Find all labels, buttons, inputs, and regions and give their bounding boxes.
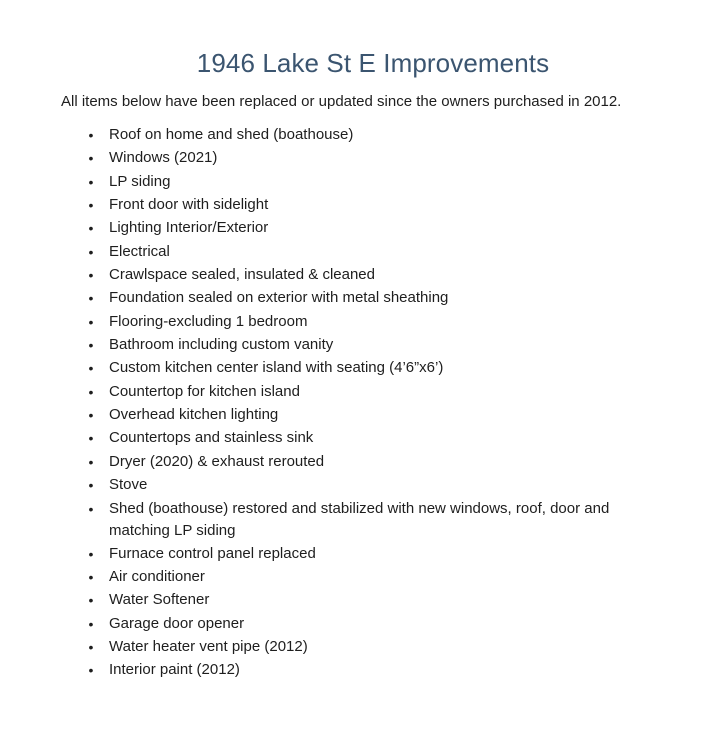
list-item — [0, 287, 649, 309]
bullet-icon: • — [88, 407, 94, 424]
list-item-text: Foundation sealed on exterior with metal sheathing — [109, 289, 449, 307]
list-item — [0, 659, 649, 681]
bullet-icon: • — [88, 127, 94, 143]
list-item-text: Furnace control panel replaced — [109, 544, 316, 562]
bullet-icon: • — [88, 453, 94, 470]
list-item — [0, 241, 649, 263]
bullet-icon: • — [88, 477, 94, 494]
list-item-text: Bathroom including custom vanity — [109, 336, 334, 354]
bullet-icon: • — [88, 615, 94, 632]
bullet-icon: • — [88, 243, 94, 260]
list-item-text: LP siding — [109, 172, 171, 190]
bullet-icon: • — [88, 290, 94, 307]
bullet-icon: • — [88, 568, 94, 585]
list-item — [0, 589, 649, 611]
list-item — [0, 334, 649, 356]
bullet-icon: • — [88, 150, 94, 167]
list-item — [0, 636, 649, 658]
list-item — [0, 264, 649, 286]
list-item — [0, 498, 649, 542]
bullet-icon: • — [88, 383, 94, 400]
bullet-icon: • — [88, 313, 94, 330]
bullet-icon: • — [88, 430, 94, 447]
list-item-text: Dryer (2020) & exhaust rerouted — [109, 452, 325, 470]
list-item-text: Flooring-excluding 1 bedroom — [109, 312, 308, 330]
bullet-icon: • — [88, 197, 94, 214]
list-item — [0, 124, 649, 146]
list-item — [0, 427, 649, 449]
bullet-icon: • — [88, 360, 94, 377]
list-item-text: Crawlspace sealed, insulated & cleaned — [109, 266, 375, 284]
list-item-text: Windows (2021) — [109, 149, 218, 167]
list-item — [0, 613, 649, 635]
list-item-text: Countertops and stainless sink — [109, 429, 314, 447]
list-item-text: Water Softener — [109, 591, 210, 609]
list-item-text: Overhead kitchen lighting — [109, 406, 279, 424]
list-item-text: Front door with sidelight — [109, 196, 269, 214]
list-item-text: Custom kitchen center island with seating (4’6”x6’) — [109, 359, 444, 377]
bullet-icon: • — [88, 500, 94, 517]
list-item — [0, 566, 649, 588]
list-item-text: Garage door opener — [109, 614, 245, 632]
list-item-text: Shed (boathouse) restored and stabilized with new windows, roof, door and matching LP siding — [109, 499, 610, 539]
list-item-text: Electrical — [109, 242, 170, 260]
list-item-text: Stove — [109, 476, 148, 494]
bullet-icon: • — [88, 173, 94, 190]
list-item — [0, 194, 649, 216]
bullet-icon: • — [88, 220, 94, 237]
bullet-icon: • — [88, 545, 94, 562]
list-item-text: Air conditioner — [109, 567, 205, 585]
bullet-icon: • — [88, 267, 94, 284]
list-item — [0, 311, 649, 333]
list-item — [0, 543, 649, 565]
list-item — [0, 474, 649, 496]
bullet-icon: • — [88, 592, 94, 609]
intro-text: All items below have been replaced or updated since the owners purchased in 2012. — [61, 93, 622, 110]
list-item — [0, 381, 649, 403]
bullet-icon: • — [88, 638, 94, 655]
improvements-list — [0, 124, 703, 683]
list-item — [0, 147, 649, 169]
list-item-text: Lighting Interior/Exterior — [109, 219, 269, 237]
list-item-text: Countertop for kitchen island — [109, 382, 300, 400]
list-item — [0, 217, 649, 239]
bullet-icon: • — [88, 337, 94, 354]
list-item — [0, 357, 649, 379]
page-title: 1946 Lake St E Improvements — [196, 48, 550, 78]
list-item-text: Water heater vent pipe (2012) — [109, 637, 308, 655]
list-item-text: Roof on home and shed (boathouse) — [109, 126, 354, 143]
list-item — [0, 451, 649, 473]
list-item — [0, 171, 649, 193]
list-item-text: Interior paint (2012) — [109, 661, 240, 679]
bullet-icon: • — [88, 662, 94, 679]
list-item — [0, 404, 649, 426]
